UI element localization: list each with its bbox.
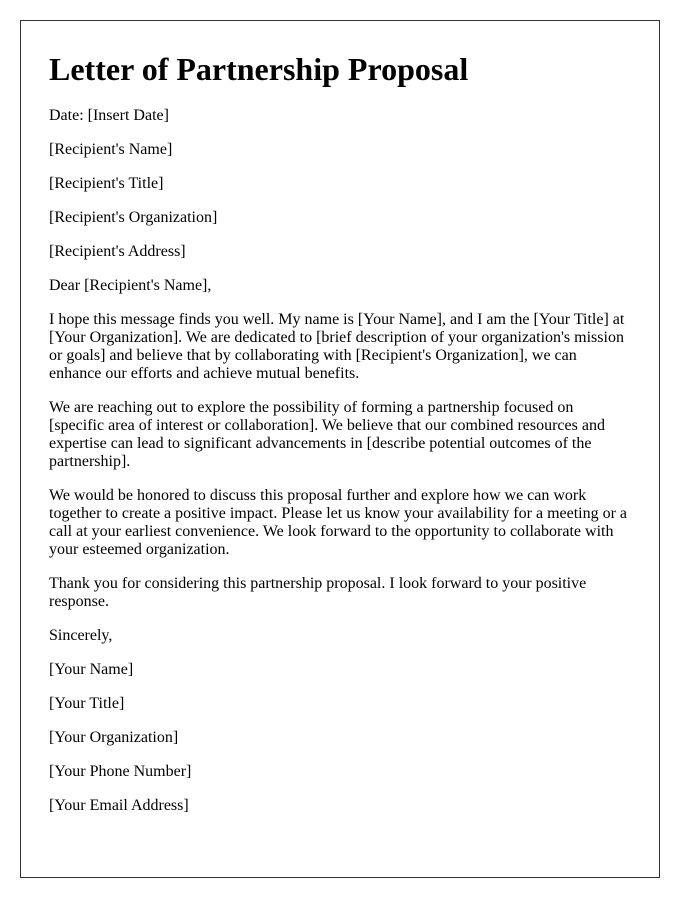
recipient-organization: [Recipient's Organization] (49, 209, 218, 226)
body-paragraph-thanks: Thank you for considering this partnership proposal. I look forward to your positive response. (49, 575, 587, 610)
body-paragraph-intro: I hope this message finds you well. My name is [Your Name], and I am the [Your Title] at [Your Organization]. We are dedicated to [brief description of your organization's mission or goals] and believe that by collaborating with [Recipient's Organization], we can enhance our efforts and achieve mutual benefits. (49, 311, 625, 382)
letter-container (20, 20, 660, 878)
sender-organization: [Your Organization] (49, 729, 179, 746)
recipient-title: [Recipient's Title] (49, 175, 164, 192)
body-paragraph-meeting: We would be honored to discuss this proposal further and explore how we can work together to create a positive impact. Please let us know your availability for a meeting or a call at your earliest convenience. We look forward to the opportunity to collaborate with your esteemed organization. (49, 487, 628, 558)
recipient-address: [Recipient's Address] (49, 243, 186, 260)
closing: Sincerely, (49, 627, 113, 644)
sender-phone: [Your Phone Number] (49, 763, 192, 780)
date-line: Date: [Insert Date] (49, 107, 169, 124)
recipient-name: [Recipient's Name] (49, 141, 173, 158)
body-paragraph-proposal: We are reaching out to explore the possibility of forming a partnership focused on [specific area of interest or collaboration]. We believe that our combined resources and expertise can lead to significant advancements in [describe potential outcomes of the partnership]. (49, 399, 605, 470)
sender-email: [Your Email Address] (49, 797, 189, 814)
sender-name: [Your Name] (49, 661, 134, 678)
sender-title: [Your Title] (49, 695, 125, 712)
salutation: Dear [Recipient's Name], (49, 277, 212, 294)
letter-title: Letter of Partnership Proposal (49, 51, 469, 87)
